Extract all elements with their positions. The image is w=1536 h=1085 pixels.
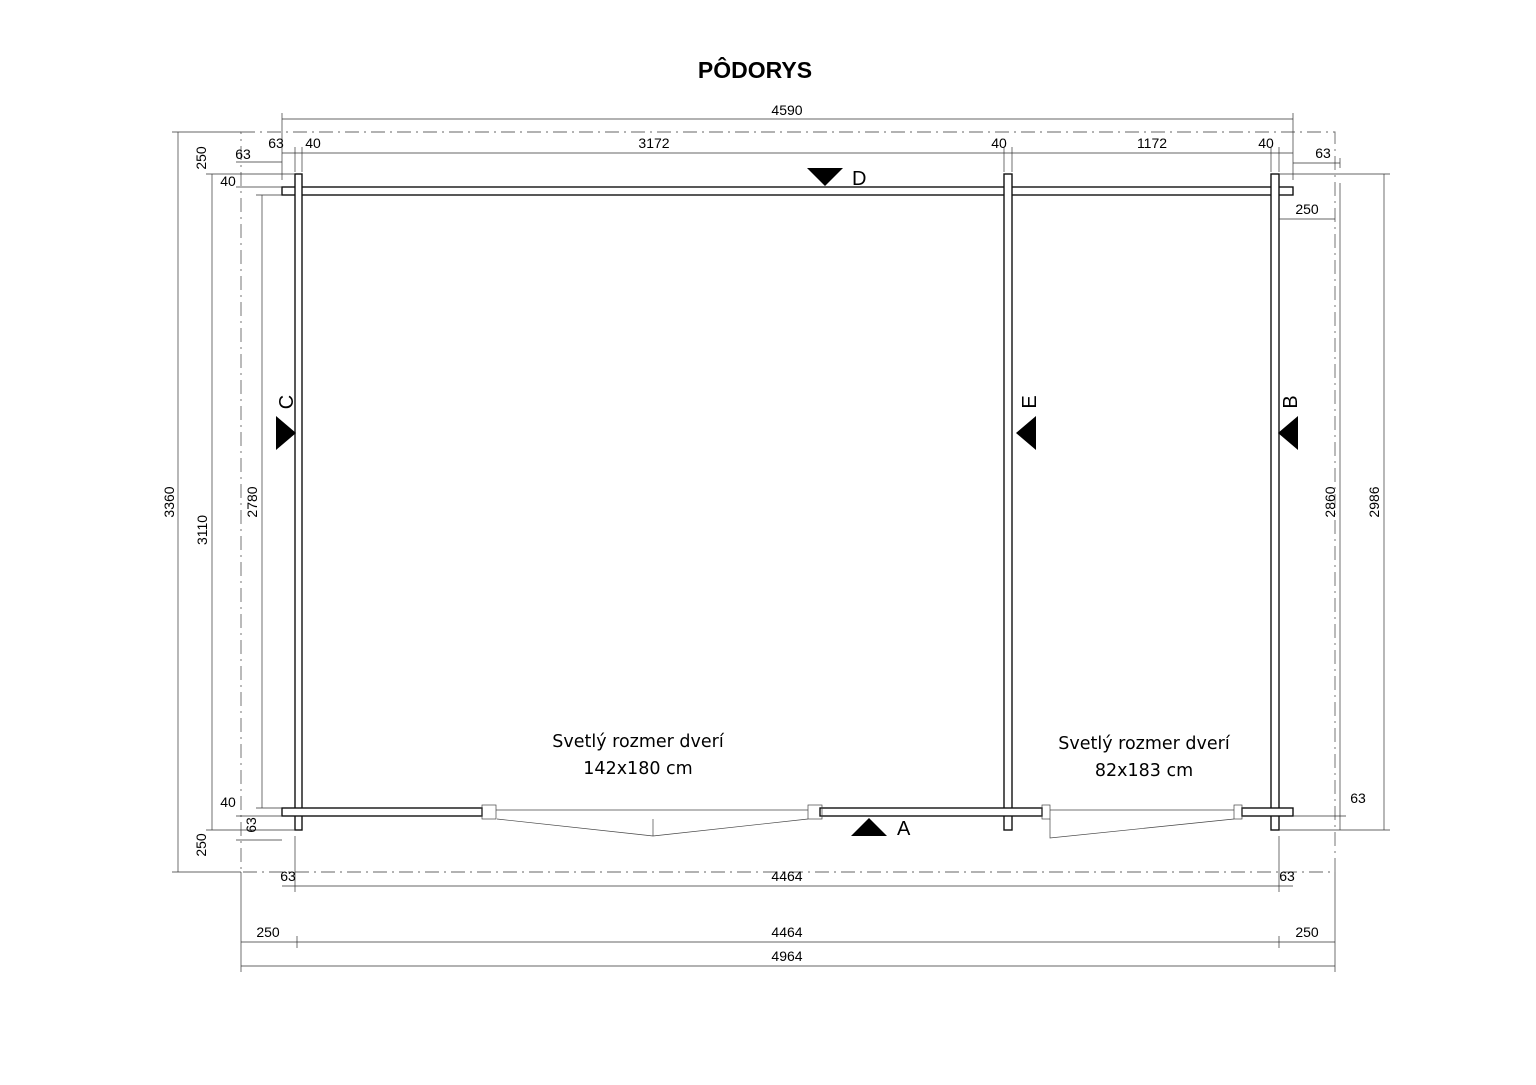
dim-bottom-mid: 4464: [771, 924, 803, 940]
dim-bottom-250-right: 250: [1295, 924, 1319, 940]
dim-left-total: 3360: [161, 486, 177, 518]
section-c-marker: [276, 416, 296, 450]
door1-symbol: [482, 805, 822, 836]
section-a-marker: [851, 818, 887, 836]
front-wall-right: [1242, 808, 1293, 816]
section-d-marker: [807, 168, 843, 186]
door2-symbol: [1042, 805, 1242, 838]
dim-top-40-left: 40: [305, 135, 321, 151]
dim-right-total: 2986: [1366, 486, 1382, 518]
dim-top-40-right: 40: [1258, 135, 1274, 151]
dim-left-63-bottom: 63: [243, 817, 259, 833]
dim-left-250-bottom: 250: [193, 833, 209, 857]
dim-top-main: 3172: [638, 135, 670, 151]
dim-right-250: 250: [1295, 201, 1319, 217]
dim-bottom-63-right: 63: [1279, 868, 1295, 884]
partition-wall: [1004, 174, 1012, 830]
dim-left-inner: 2780: [244, 486, 260, 518]
back-wall: [282, 187, 1293, 195]
dim-top-total: 4590: [771, 102, 803, 118]
dim-right-inner: 2860: [1322, 486, 1338, 518]
dim-left-wall-total: 3110: [194, 514, 210, 546]
dim-right-63-bottom: 63: [1350, 790, 1366, 806]
front-wall-middle: [820, 808, 1042, 816]
dim-bottom-inner: 4464: [771, 868, 803, 884]
dim-bottom-total: 4964: [771, 948, 803, 964]
dim-bottom-63-left: 63: [280, 868, 296, 884]
door2-size: 82x183 cm: [1094, 761, 1194, 781]
dim-top-right-room: 1172: [1136, 135, 1168, 151]
dim-left-63-top: 63: [235, 146, 251, 162]
section-c-label: C: [276, 394, 298, 410]
door1-label: Svetlý rozmer dverí: [552, 732, 724, 752]
dim-bottom-250-left: 250: [256, 924, 280, 940]
dim-left-250-top: 250: [193, 146, 209, 170]
dim-top-40-mid: 40: [991, 135, 1007, 151]
dim-left-40-top: 40: [220, 173, 236, 189]
section-b-marker: [1278, 416, 1298, 450]
dim-top-63-left: 63: [268, 135, 284, 151]
section-e-label: E: [1019, 395, 1041, 409]
page-title: PÔDORYS: [697, 57, 813, 83]
dim-left-40-bottom: 40: [220, 794, 236, 810]
dim-top-63-right: 63: [1315, 145, 1331, 161]
door2-label: Svetlý rozmer dverí: [1058, 734, 1230, 754]
left-dimension-lines: [172, 132, 295, 872]
section-d-label: D: [852, 168, 867, 190]
front-wall-left: [282, 808, 482, 816]
section-b-label: B: [1280, 395, 1302, 409]
door1-size: 142x180 cm: [583, 759, 693, 779]
right-wall: [1271, 174, 1279, 830]
section-e-marker: [1016, 416, 1036, 450]
section-a-label: A: [897, 818, 911, 840]
left-wall: [295, 174, 302, 830]
